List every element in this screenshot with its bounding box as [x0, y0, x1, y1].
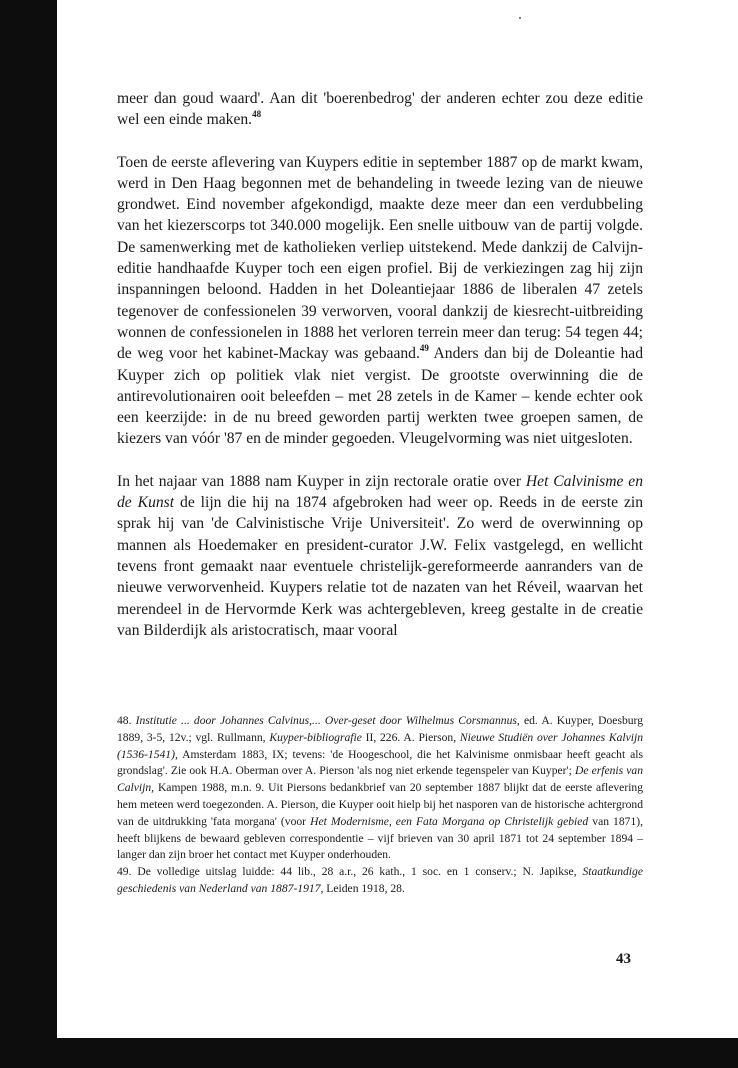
- footnote-48-title: Institutie ... door Johannes Calvinus,... Over-geset door Wilhelmus Corsmannus,: [135, 714, 520, 727]
- paragraph-3-text-b: de lijn die hij na 1874 afgebroken had weer op. Reeds in de eerste zin sprak hij van 'de Calvinistische Vrije Universiteit'. Zo werd de overwinning op mannen als Hoedemaker en president-curator J.W. Felix vastgelegd, en wellicht tevens front gemaakt naar eventuele christelijk-gereformeerde aanranders van de nieuwe verworvenheid. Kuypers relatie tot de nazaten van het Réveil, waarvan het merendeel in de Hervormde Kerk was achtergebleven, kreeg gestalte in de creatie van Bilderdijk als aristocratisch, maar vooral: [117, 494, 643, 639]
- body-text: [117, 88, 643, 641]
- footnote-48: [117, 713, 643, 864]
- paragraph-1-text: meer dan goud waard'. Aan dit 'boerenbedrog' der anderen echter zou deze editie wel een einde maken.: [117, 90, 643, 129]
- footnote-48-text-2: II, 226. A. Pierson,: [365, 730, 457, 744]
- footnote-ref-48[interactable]: 48: [252, 109, 262, 120]
- paragraph-2: [117, 152, 643, 450]
- scan-speck: [519, 17, 521, 19]
- footnote-49-text-2: Leiden 1918, 28.: [326, 881, 405, 895]
- footnote-48-text-3: Amsterdam 1883, IX; tevens: 'de Hoogeschool, die het Kalvinisme onmisbaar heeft geacht als grondslag'. Zie ook H.A. Oberman over A. Pierson 'als nog niet erkende tegenspeler van Kuyper';: [117, 747, 643, 778]
- footnote-ref-49[interactable]: 49: [419, 343, 429, 354]
- footnote-48-erfenis: De erfenis van Calvijn,: [117, 764, 643, 795]
- footnote-48-text-1: ed. A. Kuyper, Doesburg 1889, 3-5, 12v.; vgl. Rullmann,: [117, 714, 643, 744]
- paragraph-3: [117, 471, 643, 641]
- footnote-49: [117, 864, 643, 898]
- scan-border-left: [0, 0, 57, 1068]
- footnote-49-text-1: De volledige uitslag luidde: 44 lib., 28 a.r., 26 kath., 1 soc. en 1 conserv.; N. Japikse,: [137, 865, 577, 879]
- footnote-48-studien: Nieuwe Studiën over Johannes Kalvijn (1536-1541),: [117, 730, 643, 761]
- oration-title: Het Calvinisme en de Kunst: [117, 472, 644, 512]
- footnote-49-label: 49.: [117, 865, 132, 879]
- footnote-48-text-4: Kampen 1988, m.n. 9. Uit Piersons bedankbrief van 20 september 1887 blijkt dat de eerste aflevering hem meteen werd toegezonden. A. Pierson, die Kuyper ooit hielp bij het nasporen van de historische achtergrond van de uitdrukking 'fata morgana' (voor: [117, 781, 644, 828]
- footnote-49-title: Staatkundige geschiedenis van Nederland van 1887-1917,: [117, 865, 643, 895]
- footnote-48-text-5: van 1871), heeft blijkens de bewaard gebleven correspondentie – vijf brieven van 30 april 1871 tot 24 september 1894 – langer dan zijn broer het contact met Kuyper onderhouden.: [117, 814, 644, 862]
- footnote-48-label: 48.: [117, 714, 132, 727]
- paragraph-2-continued: Anders dan bij de Doleantie had Kuyper zich op politiek vlak niet vergist. De grootste overwinning die de antirevolutionairen ooit beleefden – met 28 zetels in de Kamer – kende echter ook een keerzijde: in de nu breed geworden partij werkten twee groepen samen, de kiezers van vóór '87 en de minder gegoeden. Vleugelvorming was niet uitgesloten.: [117, 345, 644, 448]
- paragraph-3-text-a: In het najaar van 1888 nam Kuyper in zijn rectorale oratie over: [117, 472, 522, 490]
- scan-border-bottom: [57, 1038, 738, 1068]
- page-number: 43: [616, 951, 631, 967]
- footnote-48-modernisme: Het Modernisme, een Fata Morgana op Christelijk gebied: [310, 814, 589, 828]
- footnote-48-bibliografie: Kuyper-bibliografie: [269, 730, 362, 744]
- footnotes: [117, 713, 643, 898]
- paragraph-1: [117, 88, 643, 131]
- paragraph-2-text: Toen de eerste aflevering van Kuypers editie in september 1887 op de markt kwam, werd in Den Haag begonnen met de behandeling in tweede lezing van de nieuwe grondwet. Eind november afgekondigd, maakte deze meer dan een verdubbeling van het kiezerscorps tot 340.000 mogelijk. Een snelle uitbouw van de partij volgde. De samenwerking met de katholieken verliep uitstekend. Mede dankzij de Calvijn-editie handhaafde Kuyper toch een eigen profiel. Bij de verkiezingen zag hij zijn inspanningen beloond. Hadden in het Doleantiejaar 1886 de liberalen 47 zetels tegenover de confessionelen 39 verworven, vooral dankzij de kiesrecht-uitbreiding wonnen de confessionelen in 1888 het verloren terrein meer dan terug: 54 tegen 44; de weg voor het kabinet-Mackay was gebaand.: [117, 153, 643, 363]
